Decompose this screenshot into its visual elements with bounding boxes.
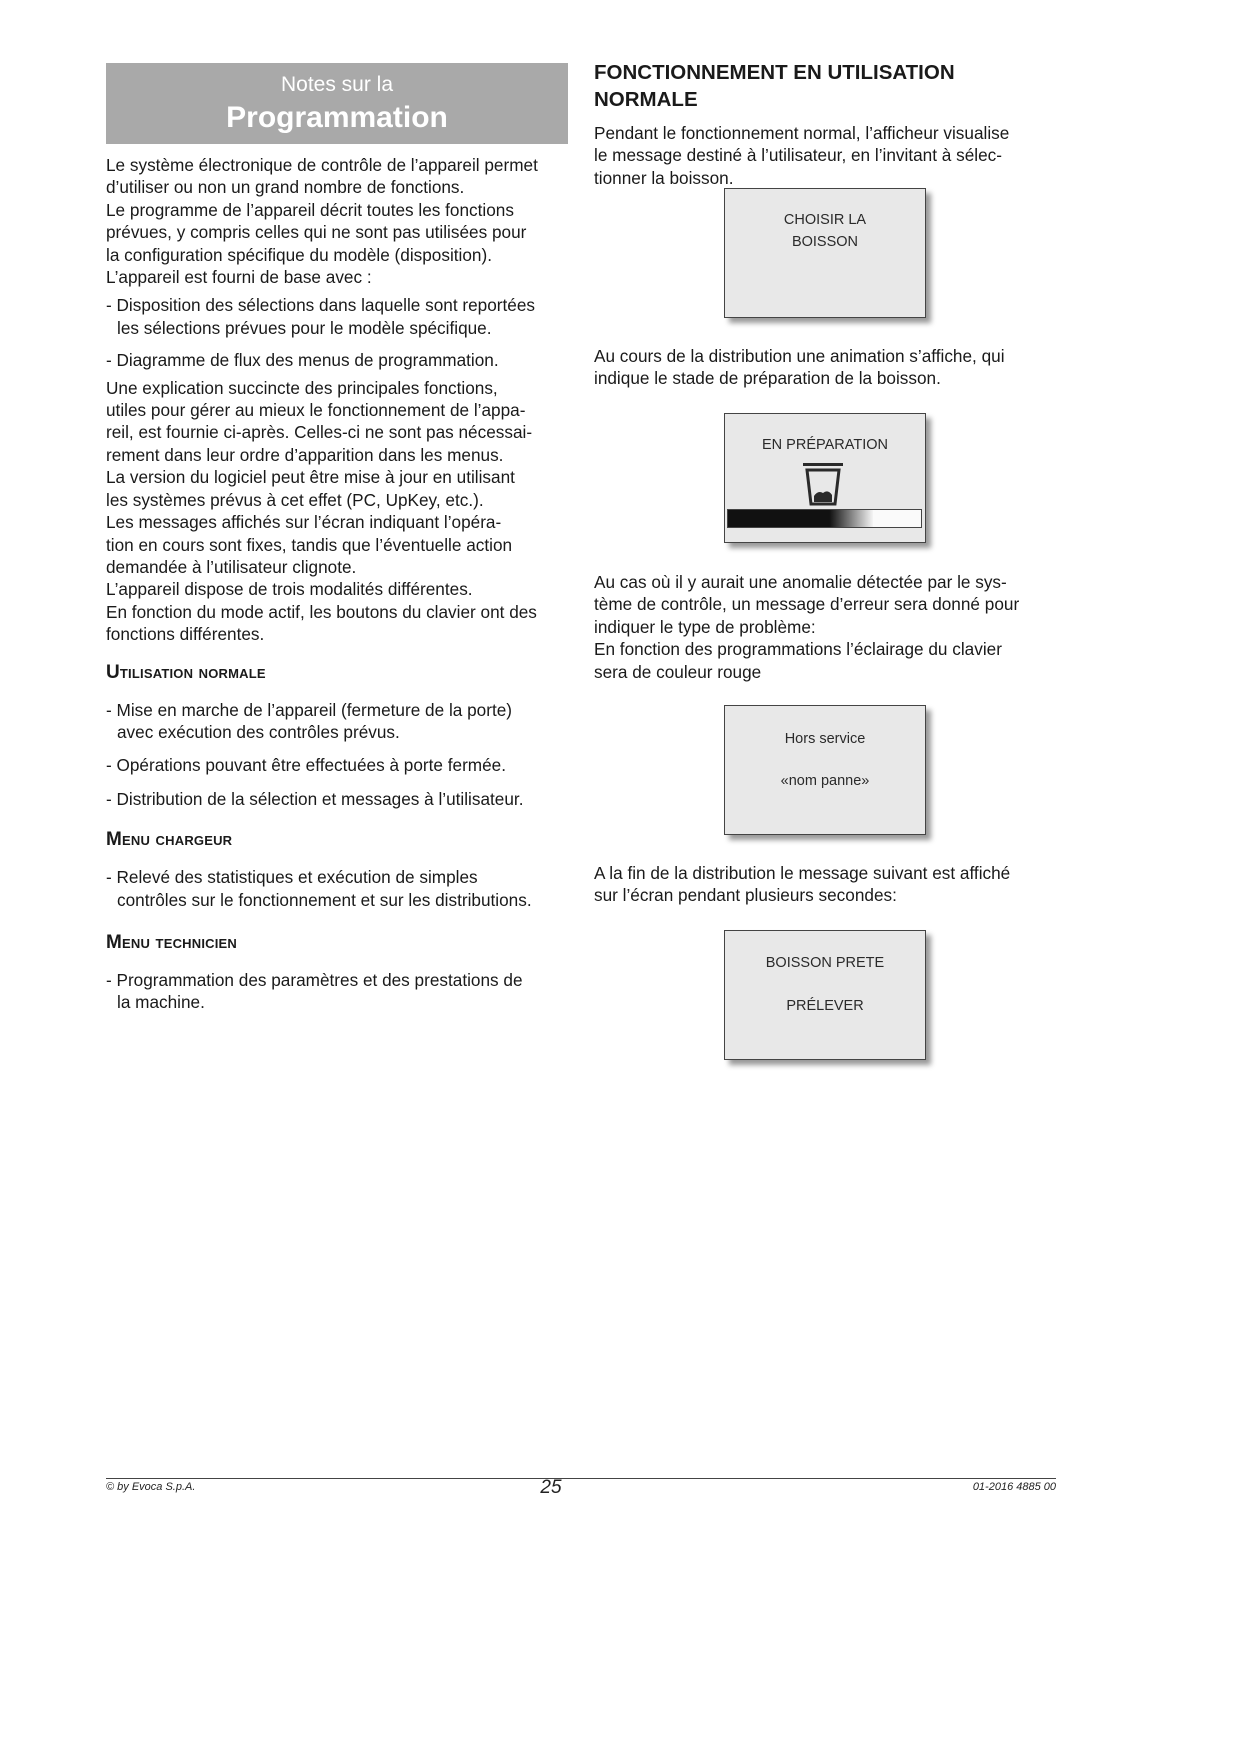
text-line: Les messages affichés sur l’écran indiquant l’opéra- xyxy=(106,512,502,533)
paragraph-distribution xyxy=(594,345,1064,390)
text-line: Le système électronique de contrôle de l’appareil permet xyxy=(106,155,538,175)
text-line: L’appareil dispose de trois modalités différentes. xyxy=(106,579,473,600)
text-line: fonctions différentes. xyxy=(106,624,265,645)
text-line: L’appareil est fourni de base avec : xyxy=(106,267,372,288)
text-line: le message destiné à l’utilisateur, en l’invitant à sélec- xyxy=(594,145,1002,166)
display-text: «nom panne» xyxy=(780,773,870,789)
text-line: tionner la boisson. xyxy=(594,167,734,188)
text-line: Pendant le fonctionnement normal, l’afficheur visualise xyxy=(594,123,1010,143)
text-line: la configuration spécifique du modèle (disposition). xyxy=(106,244,492,265)
text-line: indiquer le type de problème: xyxy=(594,616,816,637)
display-text: BOISSON xyxy=(791,234,859,250)
text-line: Une explication succincte des principales fonctions, xyxy=(106,377,498,398)
text-line: rement dans leur ordre d’apparition dans les menus. xyxy=(106,444,504,465)
text-line: sera de couleur rouge xyxy=(594,661,762,682)
text-line: utiles pour gérer au mieux le fonctionnement de l’appa- xyxy=(106,400,526,421)
display-text: Hors service xyxy=(784,731,866,747)
text-line: En fonction des programmations l’éclairage du clavier xyxy=(594,639,1002,660)
title-small: Notes sur la xyxy=(280,73,394,96)
footer-document-code: 01-2016 4885 00 xyxy=(972,1481,1056,1493)
text-line: Au cas où il y aurait une anomalie détectée par le sys- xyxy=(594,572,1007,592)
display-choose-drink xyxy=(724,188,926,318)
intro-paragraph xyxy=(106,154,568,288)
preparation-progress-bar xyxy=(727,509,922,528)
list-item: - Distribution de la sélection et messages à l’utilisateur. xyxy=(106,788,524,809)
display-preparation xyxy=(724,413,926,543)
text-line: sur l’écran pendant plusieurs secondes: xyxy=(594,885,897,906)
text-line: prévues, y compris celles qui ne sont pas utilisées pour xyxy=(106,222,527,243)
paragraph-end xyxy=(594,862,1064,907)
paragraph-normal-operation xyxy=(594,122,1064,189)
display-text: PRÉLEVER xyxy=(786,998,864,1014)
text-line: tion en cours sont fixes, tandis que l’éventuelle action xyxy=(106,534,513,555)
list-item: - Diagramme de flux des menus de programmation. xyxy=(106,350,499,371)
list-item: - Disposition des sélections dans laquelle sont reportées les sélections prévues pour le modèle spécifique. xyxy=(106,295,535,338)
section-heading-technician: Menu technicien xyxy=(106,931,238,953)
display-text: EN PRÉPARATION xyxy=(762,437,888,453)
title-box xyxy=(106,63,568,144)
right-column xyxy=(594,59,1064,189)
list-item: - Programmation des paramètres et des prestations de la machine. xyxy=(106,969,523,1013)
page-number: 25 xyxy=(540,1477,562,1498)
list-item: - Mise en marche de l’appareil (fermeture de la porte) avec exécution des contrôles prévus. xyxy=(106,699,512,742)
footer-copyright: © by Evoca S.p.A. xyxy=(106,1481,196,1493)
section-heading-normal: Utilisation normale xyxy=(106,661,266,683)
section-heading-right: FONCTIONNEMENT EN UTILISATION NORMALE xyxy=(594,61,955,111)
text-line: tème de contrôle, un message d’erreur sera donné pour xyxy=(594,594,1020,615)
text-line: d’utiliser ou non un grand nombre de fonctions. xyxy=(106,177,465,198)
text-line: La version du logiciel peut être mise à jour en utilisant xyxy=(106,467,515,488)
display-drink-ready xyxy=(724,930,926,1060)
text-line: reil, est fournie ci-après. Celles-ci ne sont pas nécessai- xyxy=(106,422,533,443)
display-out-of-service xyxy=(724,705,926,835)
page-title: Programmation xyxy=(226,101,448,134)
text-line: Au cours de la distribution une animation s’affiche, qui xyxy=(594,346,1005,366)
text-line: A la fin de la distribution le message suivant est affiché xyxy=(594,863,1011,883)
display-text: CHOISIR LA xyxy=(783,212,867,228)
list-item: - Opérations pouvant être effectuées à porte fermée. xyxy=(106,755,507,776)
paragraph-error xyxy=(594,571,1064,683)
text-line: Le programme de l’appareil décrit toutes les fonctions xyxy=(106,199,514,220)
explanation-paragraph xyxy=(106,377,568,646)
left-column xyxy=(106,63,568,1014)
text-line: les systèmes prévus à cet effet (PC, UpKey, etc.). xyxy=(106,489,484,510)
text-line: demandée à l’utilisateur clignote. xyxy=(106,556,357,577)
text-line: indique le stade de préparation de la boisson. xyxy=(594,368,941,389)
section-heading-loader: Menu chargeur xyxy=(106,829,233,851)
cup-icon xyxy=(802,462,844,506)
list-item: - Relevé des statistiques et exécution de simples contrôles sur le fonctionnement et sur les distributions. xyxy=(106,867,532,910)
display-text: BOISSON PRETE xyxy=(765,955,885,971)
text-line: En fonction du mode actif, les boutons du clavier ont des xyxy=(106,601,537,622)
progress-fill xyxy=(728,510,873,527)
